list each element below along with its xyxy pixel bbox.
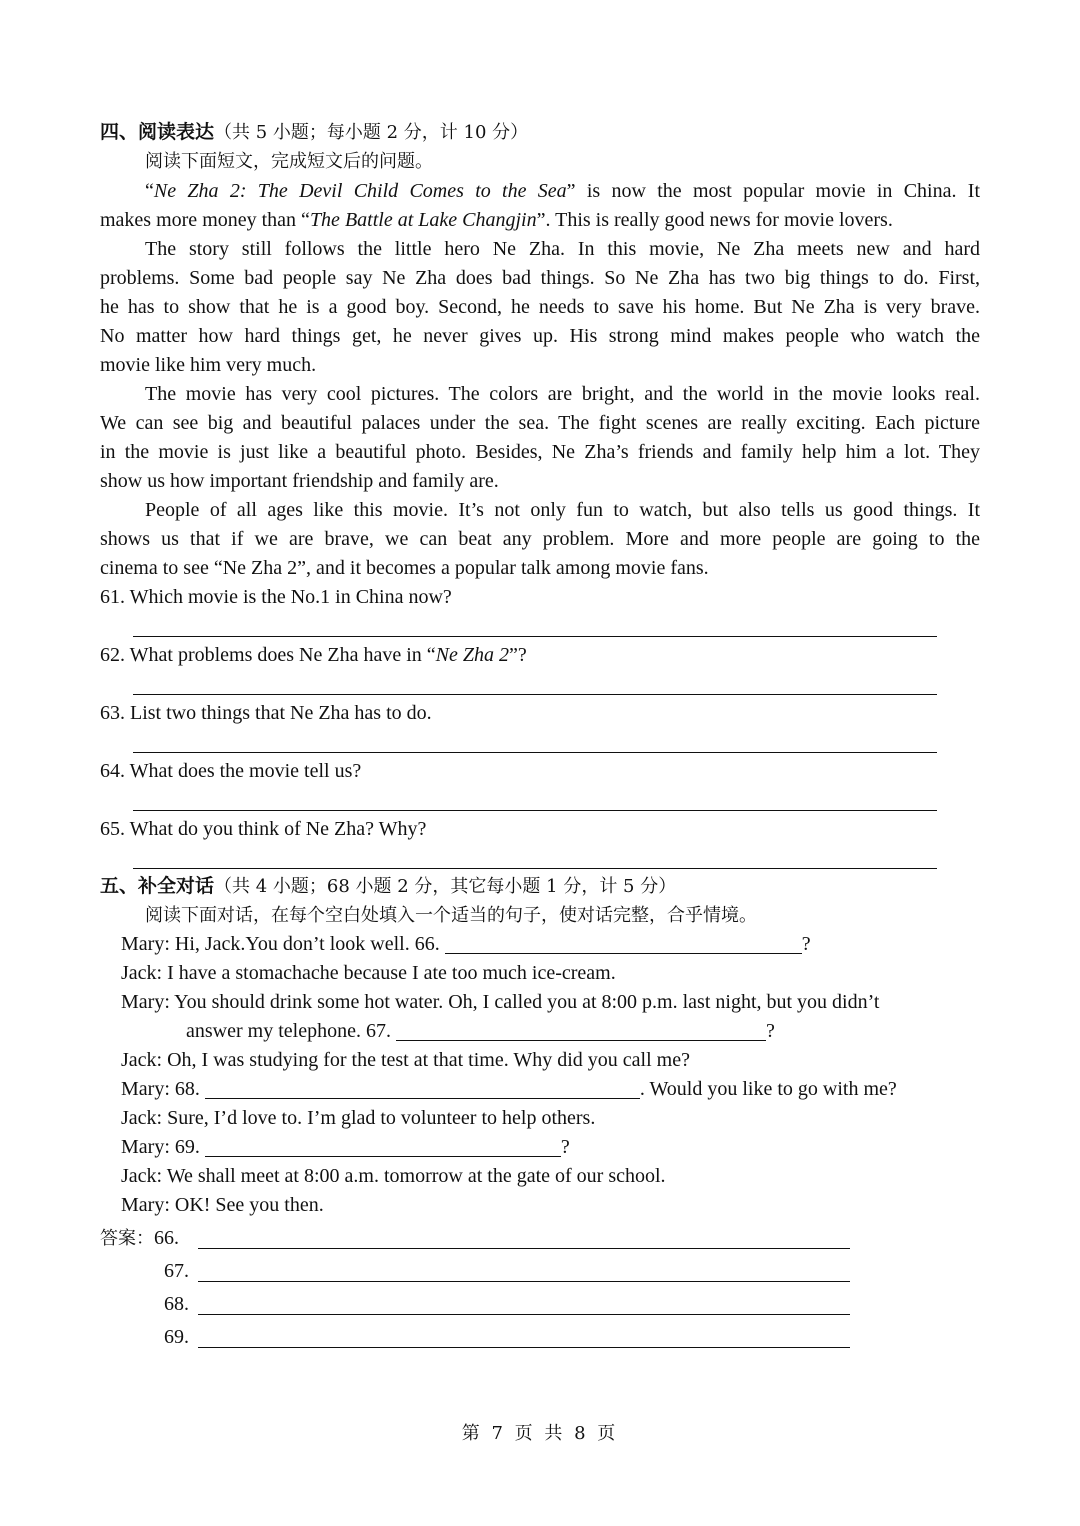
section5-note: （共 4 小题；68 小题 2 分，其它每小题 1 分，计 5 分） bbox=[214, 876, 677, 897]
answer-line-68[interactable] bbox=[198, 1314, 850, 1315]
dialogue-line-5: Mary: 68. . Would you like to go with me? bbox=[121, 1078, 897, 1100]
section4-instruction: 阅读下面短文，完成短文后的问题。 bbox=[145, 151, 433, 172]
answer-line-64[interactable] bbox=[133, 810, 937, 811]
dialogue-line-3: Mary: You should drink some hot water. Oh, I called you at 8:00 p.m. last night, but you didn’t bbox=[121, 991, 880, 1013]
question-64: 64. What does the movie tell us? bbox=[100, 760, 362, 782]
section4-note: （共 5 小题；每小题 2 分，计 10 分） bbox=[214, 122, 529, 143]
passage-p4-line1: People of all ages like this movie. It’s not only fun to watch, but also tells us good things. It bbox=[145, 499, 980, 521]
answer-line-63[interactable] bbox=[133, 752, 937, 753]
passage-p3-line4: show us how important friendship and family are. bbox=[100, 470, 499, 492]
dialogue-line-8: Jack: We shall meet at 8:00 a.m. tomorrow at the gate of our school. bbox=[121, 1165, 666, 1187]
dialogue-line-7: Mary: 69. ? bbox=[121, 1136, 570, 1158]
passage-p2-line4: No matter how hard things get, he never gives up. His strong mind makes people who watch the bbox=[100, 325, 980, 347]
answer-line-61[interactable] bbox=[133, 636, 937, 637]
blank-68[interactable] bbox=[205, 1078, 640, 1099]
section5-header bbox=[100, 872, 980, 901]
dialogue-line-4: Jack: Oh, I was studying for the test at that time. Why did you call me? bbox=[121, 1049, 690, 1071]
question-65: 65. What do you think of Ne Zha? Why? bbox=[100, 818, 427, 840]
passage-p3-line3: in the movie is just like a beautiful photo. Besides, Ne Zha’s friends and family help him a lot. They bbox=[100, 441, 980, 463]
question-61: 61. Which movie is the No.1 in China now? bbox=[100, 586, 452, 608]
page-footer: 第 7 页 共 8 页 bbox=[461, 1423, 619, 1444]
passage-p1-line1: “Ne Zha 2: The Devil Child Comes to the Sea” is now the most popular movie in China. It bbox=[145, 180, 980, 202]
section4-title: 四、阅读表达 bbox=[100, 121, 215, 143]
movie-title-changjin: The Battle at Lake Changjin bbox=[309, 209, 537, 231]
passage-p3-line1: The movie has very cool pictures. The colors are bright, and the world in the movie looks real. bbox=[145, 383, 980, 405]
passage-p4-line2: shows us that if we are brave, we can beat any problem. More and more people are going to the bbox=[100, 528, 980, 550]
passage-p4-line3: cinema to see “Ne Zha 2”, and it becomes a popular talk among movie fans. bbox=[100, 557, 709, 579]
section5-title: 五、补全对话 bbox=[100, 875, 215, 897]
answer-line-66[interactable] bbox=[198, 1248, 850, 1249]
blank-69[interactable] bbox=[205, 1136, 561, 1157]
answer-label: 答案： bbox=[100, 1228, 154, 1249]
passage-p2-line3: he has to show that he is a good boy. Second, he needs to save his home. But Ne Zha is very brave. bbox=[100, 296, 980, 318]
answer-number-66: 66. bbox=[154, 1227, 179, 1249]
blank-67[interactable] bbox=[396, 1020, 766, 1041]
answer-line-67[interactable] bbox=[198, 1281, 850, 1282]
passage-p2-line2: problems. Some bad people say Ne Zha does bad things. So Ne Zha has two big things to do. First, bbox=[100, 267, 980, 289]
passage-p2-line5: movie like him very much. bbox=[100, 354, 317, 376]
dialogue-line-3b: answer my telephone. 67. ? bbox=[186, 1020, 775, 1042]
passage-p2-line1: The story still follows the little hero Ne Zha. In this movie, Ne Zha meets new and hard bbox=[145, 238, 980, 260]
answer-line-65[interactable] bbox=[133, 868, 937, 869]
passage-p3-line2: We can see big and beautiful palaces under the sea. The fight scenes are really exciting. Each picture bbox=[100, 412, 980, 434]
answer-line-69[interactable] bbox=[198, 1347, 850, 1348]
passage-p1-line2: makes more money than “The Battle at Lake Changjin”. This is really good news for movie lovers. bbox=[100, 209, 893, 231]
answer-label-row bbox=[100, 1224, 200, 1253]
answer-number-69: 69. bbox=[164, 1326, 189, 1348]
blank-66[interactable] bbox=[445, 933, 802, 954]
section5-instruction: 阅读下面对话，在每个空白处填入一个适当的句子，使对话完整，合乎情境。 bbox=[145, 905, 757, 926]
question-62: 62. What problems does Ne Zha have in “Ne Zha 2”? bbox=[100, 644, 527, 666]
dialogue-line-6: Jack: Sure, I’d love to. I’m glad to volunteer to help others. bbox=[121, 1107, 596, 1129]
answer-number-67: 67. bbox=[164, 1260, 189, 1282]
answer-line-62[interactable] bbox=[133, 694, 937, 695]
dialogue-line-9: Mary: OK! See you then. bbox=[121, 1194, 324, 1216]
movie-title-nezha2: Ne Zha 2: The Devil Child Comes to the Sea bbox=[153, 180, 567, 202]
answer-number-68: 68. bbox=[164, 1293, 189, 1315]
section4-header bbox=[100, 118, 980, 147]
dialogue-line-2: Jack: I have a stomachache because I ate too much ice-cream. bbox=[121, 962, 616, 984]
dialogue-line-1: Mary: Hi, Jack.You don’t look well. 66. ? bbox=[121, 933, 811, 955]
question-63: 63. List two things that Ne Zha has to do. bbox=[100, 702, 432, 724]
